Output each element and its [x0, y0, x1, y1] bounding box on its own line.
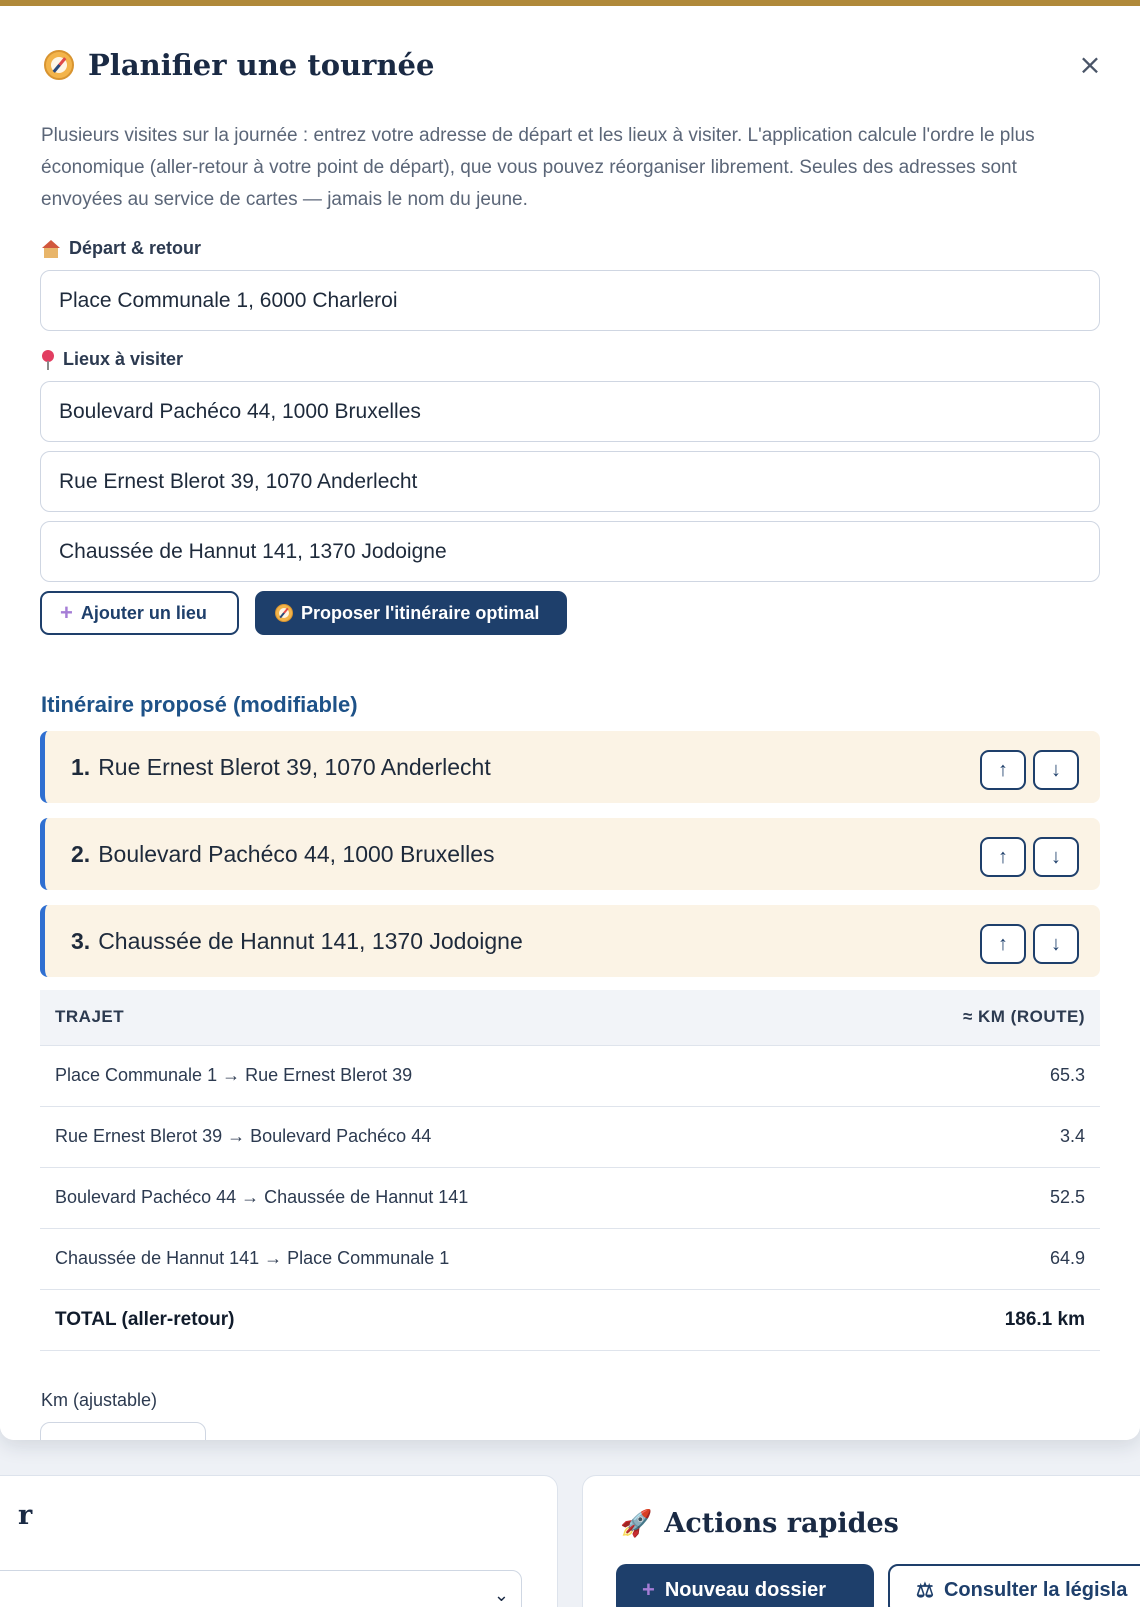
trip-cell: Boulevard Pachéco 44 → Chaussée de Hannut 141 [40, 1167, 840, 1228]
km-cell: 64.9 [840, 1228, 1100, 1289]
table-row [40, 1228, 1100, 1289]
column-header-trip: TRAJET [40, 990, 840, 1045]
pin-icon [41, 350, 55, 370]
chevron-down-icon: ⌄ [493, 1585, 509, 1606]
scales-icon: ⚖ [916, 1579, 934, 1602]
compass-icon [44, 50, 74, 80]
route-item-number: 2. [71, 840, 91, 867]
table-row [40, 1045, 1100, 1106]
move-up-button[interactable]: ↑ [980, 837, 1026, 877]
background-select[interactable] [0, 1570, 522, 1607]
modal-title: Planifier une tournée [88, 48, 435, 82]
start-address-input[interactable]: Place Communale 1, 6000 Charleroi [40, 270, 1100, 331]
move-up-button[interactable]: ↑ [980, 924, 1026, 964]
rocket-icon: 🚀 [620, 1508, 653, 1539]
route-item-address: Chaussée de Hannut 141, 1370 Jodoigne [98, 927, 523, 954]
house-icon [41, 240, 61, 258]
new-case-button[interactable]: + Nouveau dossier [616, 1564, 874, 1607]
route-item [40, 818, 1100, 890]
move-down-button[interactable]: ↓ [1033, 837, 1079, 877]
move-up-button[interactable]: ↑ [980, 750, 1026, 790]
close-button[interactable]: × [1078, 47, 1102, 81]
km-cell: 52.5 [840, 1167, 1100, 1228]
route-item [40, 731, 1100, 803]
optimize-route-button[interactable]: Proposer l'itinéraire optimal [255, 591, 567, 635]
consult-legislation-button[interactable]: ⚖ Consulter la législa [888, 1564, 1140, 1607]
km-cell: 65.3 [840, 1045, 1100, 1106]
trip-cell: Place Communale 1 → Rue Ernest Blerot 39 [40, 1045, 840, 1106]
total-label: TOTAL (aller-retour) [40, 1289, 840, 1350]
add-place-button[interactable]: + Ajouter un lieu [40, 591, 239, 635]
trip-table [40, 990, 1100, 1351]
place-input-1[interactable]: Boulevard Pachéco 44, 1000 Bruxelles [40, 381, 1100, 442]
place-input-2[interactable]: Rue Ernest Blerot 39, 1070 Anderlecht [40, 451, 1100, 512]
km-cell: 3.4 [840, 1106, 1100, 1167]
route-item-address: Rue Ernest Blerot 39, 1070 Anderlecht [98, 753, 491, 780]
route-section-title: Itinéraire proposé (modifiable) [41, 692, 358, 717]
plus-icon: + [60, 600, 73, 625]
compass-icon [275, 604, 293, 622]
start-label: Départ & retour [41, 238, 201, 259]
table-header-row [40, 990, 1100, 1045]
table-row [40, 1106, 1100, 1167]
places-label: Lieux à visiter [41, 349, 183, 370]
route-item-number: 1. [71, 753, 91, 780]
move-down-button[interactable]: ↓ [1033, 750, 1079, 790]
route-item [40, 905, 1100, 977]
total-value: 186.1 km [840, 1289, 1100, 1350]
plus-icon: + [642, 1577, 655, 1602]
move-down-button[interactable]: ↓ [1033, 924, 1079, 964]
modal-header [44, 48, 434, 82]
route-item-number: 3. [71, 927, 91, 954]
table-total-row [40, 1289, 1100, 1350]
place-input-3[interactable]: Chaussée de Hannut 141, 1370 Jodoigne [40, 521, 1100, 582]
column-header-km: ≈ KM (ROUTE) [840, 990, 1100, 1045]
km-adjustable-input[interactable] [40, 1422, 206, 1440]
table-row [40, 1167, 1100, 1228]
quick-actions-title: 🚀 Actions rapides [620, 1508, 899, 1539]
trip-cell: Rue Ernest Blerot 39 → Boulevard Pachéco 44 [40, 1106, 840, 1167]
km-adjustable-label: Km (ajustable) [41, 1390, 158, 1410]
background-card-title: r [18, 1500, 33, 1531]
route-item-address: Boulevard Pachéco 44, 1000 Bruxelles [98, 840, 495, 867]
trip-cell: Chaussée de Hannut 141 → Place Communale 1 [40, 1228, 840, 1289]
intro-text: Plusieurs visites sur la journée : entrez votre adresse de départ et les lieux à visiter. L'application calcule l'ordre le plus économique (aller-retour à votre point de départ), que vous pouvez réorganiser librement. Seules des adresses sont envoyées au service de cartes — jamais le nom du jeune. [41, 125, 1035, 210]
